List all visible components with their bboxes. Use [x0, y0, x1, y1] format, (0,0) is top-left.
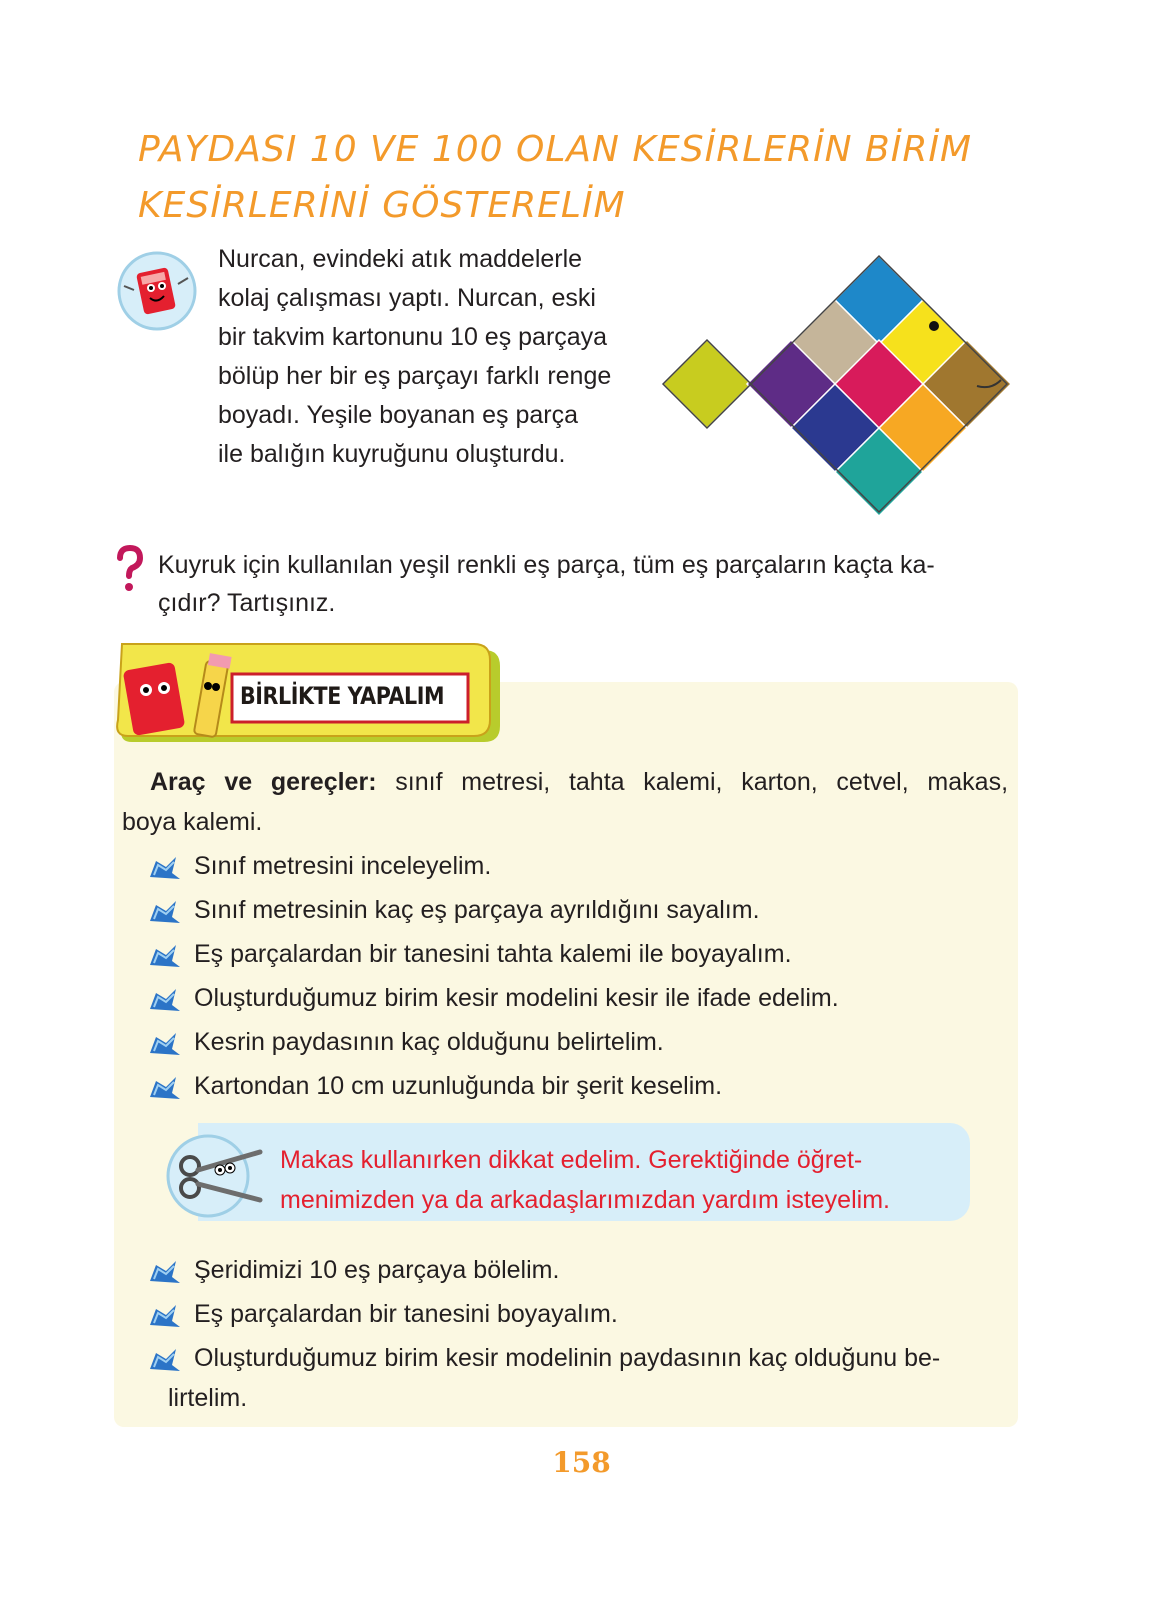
- page-number: 158: [552, 1446, 611, 1479]
- tools-label: Araç ve gereçler:: [150, 768, 377, 796]
- question-mark-icon: [114, 544, 144, 594]
- star-bullet-icon: [146, 1259, 182, 1285]
- story-paragraph: [218, 240, 632, 474]
- star-bullet-icon: [146, 899, 182, 925]
- star-bullet-icon: [146, 1031, 182, 1057]
- story-line: bölüp her bir eş parçayı farklı renge: [218, 362, 612, 390]
- story-line: ile balığın kuyruğunu oluşturdu.: [218, 440, 566, 468]
- step-text-line-1: Oluşturduğumuz birim kesir modelinin paydasının kaç olduğunu be-: [194, 1344, 941, 1372]
- list-item: [146, 1066, 1026, 1110]
- step-text: Eş parçalardan bir tanesini boyayalım.: [194, 1300, 618, 1328]
- question-line-1: Kuyruk için kullanılan yeşil renkli eş parça, tüm eş parçaların kaçta ka-: [158, 551, 935, 579]
- story-line: bir takvim kartonunu 10 eş parçaya: [218, 323, 608, 351]
- star-bullet-icon: [146, 1303, 182, 1329]
- story-line: Nurcan, evindeki atık maddelerle: [218, 245, 583, 273]
- steps-list-1: [146, 846, 1026, 1110]
- star-bullet-icon: [146, 855, 182, 881]
- step-text: Kesrin paydasının kaç olduğunu belirtelim.: [194, 1028, 664, 1056]
- step-text: Eş parçalardan bir tanesini tahta kalemi ile boyayalım.: [194, 940, 792, 968]
- star-bullet-icon: [146, 1347, 182, 1373]
- steps-list-2: [146, 1250, 1026, 1418]
- book-character-icon: [116, 250, 198, 332]
- list-item: [146, 1022, 1026, 1066]
- title-line-2: KESİRLERİNİ GÖSTERELİM: [138, 185, 626, 226]
- fish-tail-square: [663, 340, 751, 428]
- step-text: Sınıf metresinin kaç eş parçaya ayrıldığını sayalım.: [194, 896, 760, 924]
- title-line-1: PAYDASI 10 VE 100 OLAN KESİRLERİN BİRİM: [138, 129, 973, 170]
- list-item: [146, 890, 1026, 934]
- warning-line-2: menimizden ya da arkadaşlarımızdan yardım isteyelim.: [280, 1186, 890, 1214]
- list-item: [146, 1294, 1026, 1338]
- tools-paragraph: [122, 762, 1008, 842]
- star-bullet-icon: [146, 943, 182, 969]
- tools-text-2: boya kalemi.: [122, 808, 263, 836]
- fish-eye: [929, 321, 939, 331]
- warning-line-1: Makas kullanırken dikkat edelim. Gerektiğinde öğret-: [280, 1146, 863, 1174]
- step-text-line-2: lirtelim.: [168, 1384, 248, 1412]
- star-bullet-icon: [146, 987, 182, 1013]
- step-text: Oluşturduğumuz birim kesir modelini kesir ile ifade edelim.: [194, 984, 839, 1012]
- list-item: [146, 846, 1026, 890]
- list-item: [146, 1338, 1026, 1418]
- list-item: [146, 978, 1026, 1022]
- tools-text-1: sınıf metresi, tahta kalemi, karton, cetvel, makas,: [395, 768, 1009, 796]
- step-text: Kartondan 10 cm uzunluğunda bir şerit keselim.: [194, 1072, 723, 1100]
- question-line-2: çıdır? Tartışınız.: [158, 589, 336, 617]
- list-item: [146, 934, 1026, 978]
- question-text: [158, 546, 1020, 622]
- list-item: [146, 1250, 1026, 1294]
- step-text: Şeridimizi 10 eş parçaya bölelim.: [194, 1256, 560, 1284]
- scissors-icon: [164, 1130, 274, 1222]
- story-line: boyadı. Yeşile boyanan eş parça: [218, 401, 578, 429]
- warning-text: [280, 1140, 960, 1220]
- story-line: kolaj çalışması yaptı. Nurcan, eski: [218, 284, 596, 312]
- star-bullet-icon: [146, 1075, 182, 1101]
- step-text: Sınıf metresini inceleyelim.: [194, 852, 492, 880]
- banner-label: BİRLİKTE YAPALIM: [240, 682, 445, 710]
- page-title: [138, 122, 973, 234]
- fish-fraction-model: [655, 250, 1017, 520]
